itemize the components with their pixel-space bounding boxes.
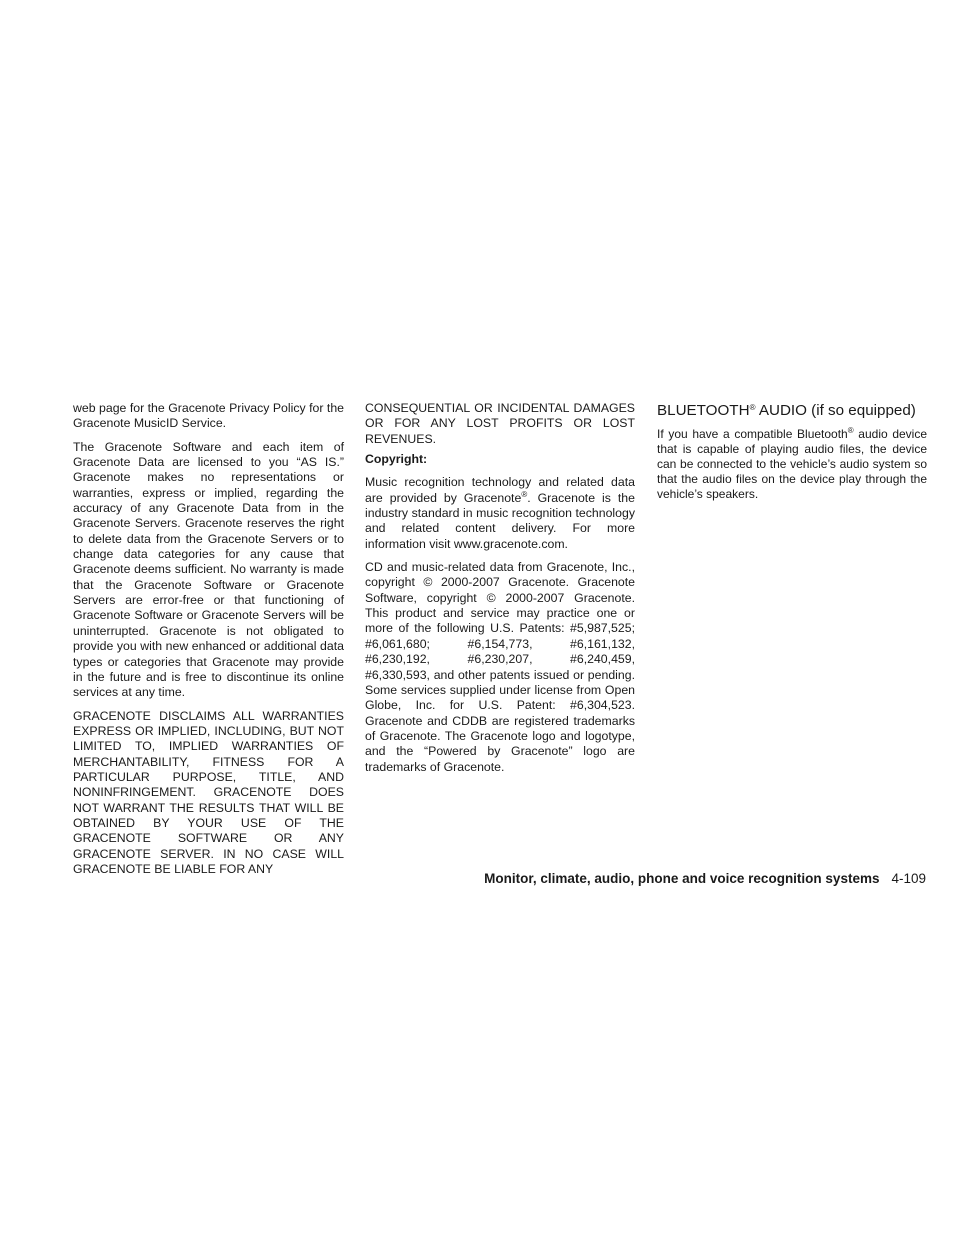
warranty-disclaimer-paragraph: GRACENOTE DISCLAIMS ALL WARRANTIES EXPRESS OR IMPLIED, INCLUDING, BUT NOT LIMITED TO, IMPLIED WARRANTIES OF MERCHANTABILITY, FITNESS FOR A PARTICULAR PURPOSE, TITLE, AND NONINFRINGEMENT. GRACENOTE DOES NOT WARRANT THE RESULTS THAT WILL BE OBTAINED BY YOUR USE OF THE GRACENOTE SOFTWARE OR ANY GRACENOTE SERVER. IN NO CASE WILL GRACENOTE BE LIABLE FOR ANY <box>73 708 344 876</box>
bluetooth-audio-heading <box>657 402 927 421</box>
liability-continuation-paragraph: CONSEQUENTIAL OR INCIDENTAL DAMAGES OR FOR ANY LOST PROFITS OR LOST REVENUES. <box>365 401 635 446</box>
bluetooth-text: If you have a compatible Bluetooth <box>657 426 848 441</box>
heading-text-cont: AUDIO (if so equipped) <box>755 402 916 419</box>
heading-text: BLUETOOTH <box>657 402 750 419</box>
middle-column <box>365 401 635 783</box>
music-recognition-text-cont: . Gracenote is the industry standard in music recognition technology and related content delivery. For more information visit www.gracenote.com. <box>365 490 635 551</box>
registered-mark: ® <box>749 403 756 412</box>
copyright-heading: Copyright: <box>365 452 428 467</box>
bluetooth-text-cont: audio device that is capable of playing audio files, the device can be connected to the vehicle’s audio system so that the audio files on the device play through the vehicle’s speakers. <box>657 426 928 501</box>
music-recognition-text: Music recognition technology and related data are provided by Gracenote <box>365 475 635 505</box>
left-column <box>73 401 344 885</box>
as-is-license-paragraph: The Gracenote Software and each item of Gracenote Data are licensed to you “AS IS.” Gracenote makes no representations or warranties, express or implied, regarding the accuracy of any Gracenote Data from in the Gracenote Servers. Gracenote reserves the right to delete data from the Gracenote Servers or to change data categories for any cause that Gracenote deems sufficient. No warranty is made that the Gracenote Software or Gracenote Servers are error-free or that functioning of Gracenote Software or Gracenote Servers will be uninterrupted. Gracenote is not obligated to provide you with new enhanced or additional data types or categories that Gracenote may provide in the future and is free to discontinue its online services at any time. <box>73 439 344 700</box>
right-column <box>657 401 927 510</box>
page-footer <box>484 871 926 886</box>
bluetooth-audio-paragraph <box>657 427 927 502</box>
privacy-policy-paragraph: web page for the Gracenote Privacy Policy for the Gracenote MusicID Service. <box>73 401 344 431</box>
page-number: 4-109 <box>891 871 926 886</box>
registered-mark: ® <box>521 489 528 499</box>
registered-mark: ® <box>847 425 854 435</box>
patents-paragraph: CD and music-related data from Gracenote, Inc., copyright © 2000-2007 Gracenote. Gracenote Software, copyright © 2000-2007 Gracenote. This product and service may practice one or more of the following U.S. Patents: #5,987,525; #6,061,680; #6,154,773, #6,161,132, #6,230,192, #6,230,207, #6,240,459, #6,330,593, and other patents issued or pending. Some services supplied under license from Open Globe, Inc. for U.S. Patent: #6,304,523. Gracenote and CDDB are registered trademarks of Gracenote. The Gracenote logo and logotype, and the “Powered by Gracenote” logo are trademarks of Gracenote. <box>365 560 635 774</box>
footer-section-title: Monitor, climate, audio, phone and voice recognition systems <box>484 871 880 886</box>
music-recognition-paragraph <box>365 475 635 552</box>
